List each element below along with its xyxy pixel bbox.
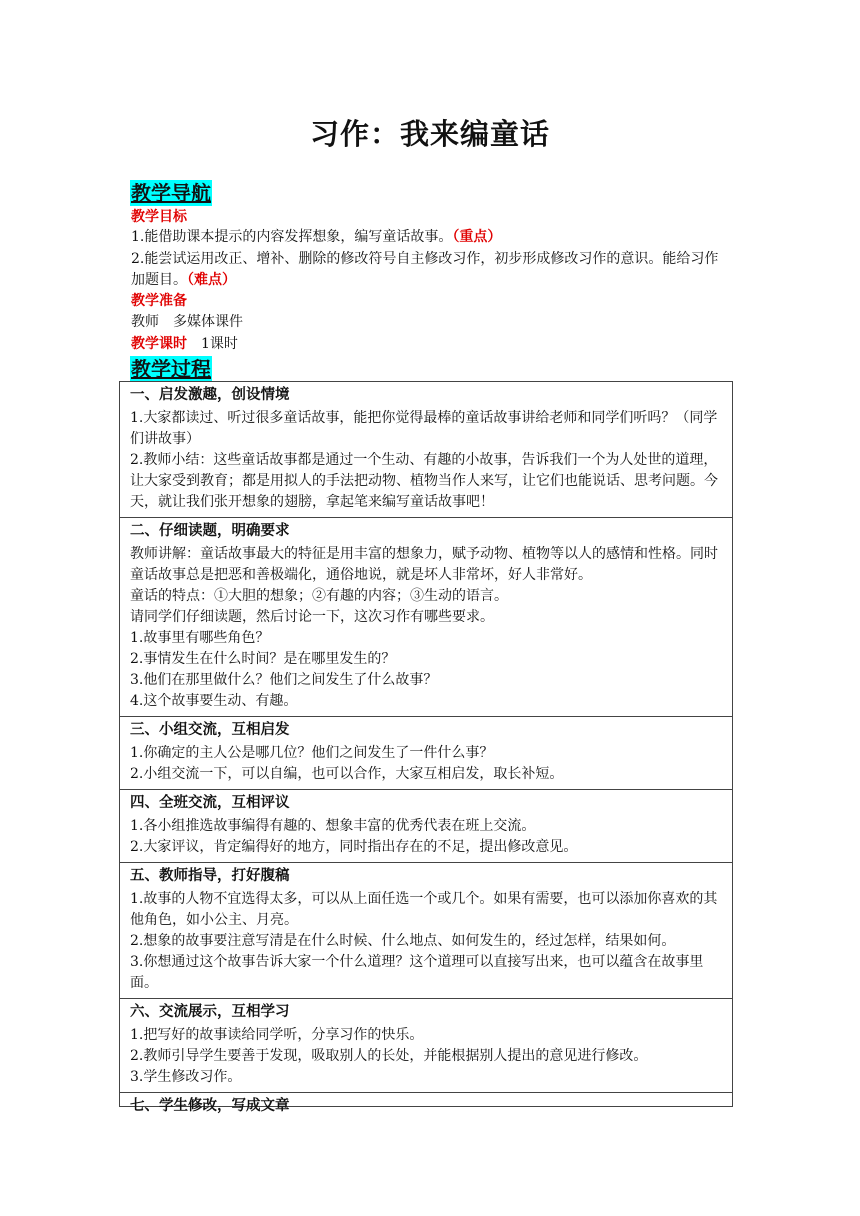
goal-1-tag: （重点） (452, 229, 502, 245)
time-row (131, 334, 725, 355)
page-title: 习作：我来编童话 (309, 117, 550, 151)
goal-2-tag: （难点） (187, 272, 236, 288)
goal-2-text: 2.能尝试运用改正、增补、删除的修改符号自主修改习作，初步形成修改习作的意识。能给习作加题目。 (131, 251, 719, 288)
section-title: 二、仔细读题，明确要求 (130, 523, 290, 539)
section-title: 五、教师指导，打好腹稿 (130, 868, 290, 884)
section-line: 2.事情发生在什么时间？是在哪里发生的？ (130, 651, 396, 667)
process-section-5 (120, 863, 732, 999)
section-line: 2.教师小结：这些童话故事都是通过一个生动、有趣的小故事，告诉我们一个为人处世的道理，让大家受到教育；都是用拟人的手法把动物、植物当作人来写，让它们也能说话、思考问题。今天，就让我们张开想象的翅膀，拿起笔来编写童话故事吧！ (130, 452, 718, 510)
process-section-2 (120, 518, 732, 717)
goal-1-text: 1.能借助课本提示的内容发挥想象，编写童话故事。 (131, 229, 453, 245)
section-line: 3.他们在那里做什么？他们之间发生了什么故事？ (130, 672, 438, 688)
teaching-process-heading: 教学过程 (131, 357, 211, 381)
section-line: 2.大家评议，肯定编得好的地方，同时指出存在的不足，提出修改意见。 (130, 839, 578, 855)
process-section-3 (120, 717, 732, 790)
time-text: 1课时 (187, 336, 238, 352)
teaching-nav-heading: 教学导航 (131, 181, 211, 205)
section-line: 3.你想通过这个故事告诉大家一个什么道理？这个道理可以直接写出来，也可以蕴含在故事里面。 (130, 954, 704, 991)
section-title: 一、启发激趣，创设情境 (130, 387, 290, 403)
prep-label: 教学准备 (131, 293, 187, 309)
section-line: 请同学们仔细读题，然后讨论一下，这次习作有哪些要求。 (130, 609, 494, 625)
section-title: 七、学生修改，写成文章 (130, 1098, 290, 1114)
section-line: 1.把写好的故事读给同学听，分享习作的快乐。 (130, 1027, 424, 1043)
time-label: 教学课时 (131, 336, 187, 352)
section-line: 1.故事里有哪些角色？ (130, 630, 270, 646)
section-line: 4.这个故事要生动、有趣。 (130, 693, 298, 709)
prep-text: 教师 多媒体课件 (131, 314, 243, 330)
section-line: 1.各小组推选故事编得有趣的、想象丰富的优秀代表在班上交流。 (130, 818, 536, 834)
process-section-6 (120, 999, 732, 1093)
section-line: 2.小组交流一下，可以自编，也可以合作，大家互相启发，取长补短。 (130, 766, 564, 782)
section-title: 四、全班交流，互相评议 (130, 795, 290, 811)
process-section-7 (120, 1093, 732, 1123)
section-line: 1.故事的人物不宜选得太多，可以从上面任选一个或几个。如果有需要，也可以添加你喜欢的其他角色，如小公主、月亮。 (130, 891, 718, 928)
section-line: 2.教师引导学生要善于发现，吸取别人的长处，并能根据别人提出的意见进行修改。 (130, 1048, 648, 1064)
process-table (119, 381, 733, 1114)
section-line: 1.大家都读过、听过很多童话故事，能把你觉得最棒的童话故事讲给老师和同学们听吗？（同学们讲故事） (130, 410, 718, 447)
section-line: 童话的特点：①大胆的想象；②有趣的内容；③生动的语言。 (130, 588, 508, 604)
section-line: 3.学生修改习作。 (130, 1069, 242, 1085)
goal-1 (131, 227, 725, 248)
goal-2 (131, 249, 725, 291)
process-section-4 (120, 790, 732, 863)
section-line: 1.你确定的主人公是哪几位？他们之间发生了一件什么事？ (130, 745, 494, 761)
section-line: 2.想象的故事要注意写清是在什么时候、什么地点、如何发生的，经过怎样，结果如何。 (130, 933, 676, 949)
section-line: 教师讲解：童话故事最大的特征是用丰富的想象力，赋予动物、植物等以人的感情和性格。同时童话故事总是把恶和善极端化，通俗地说，就是坏人非常坏，好人非常好。 (130, 546, 718, 583)
section-title: 三、小组交流，互相启发 (130, 722, 290, 738)
process-section-1 (120, 382, 732, 518)
section-title: 六、交流展示，互相学习 (130, 1004, 290, 1020)
goals-label: 教学目标 (131, 209, 187, 225)
